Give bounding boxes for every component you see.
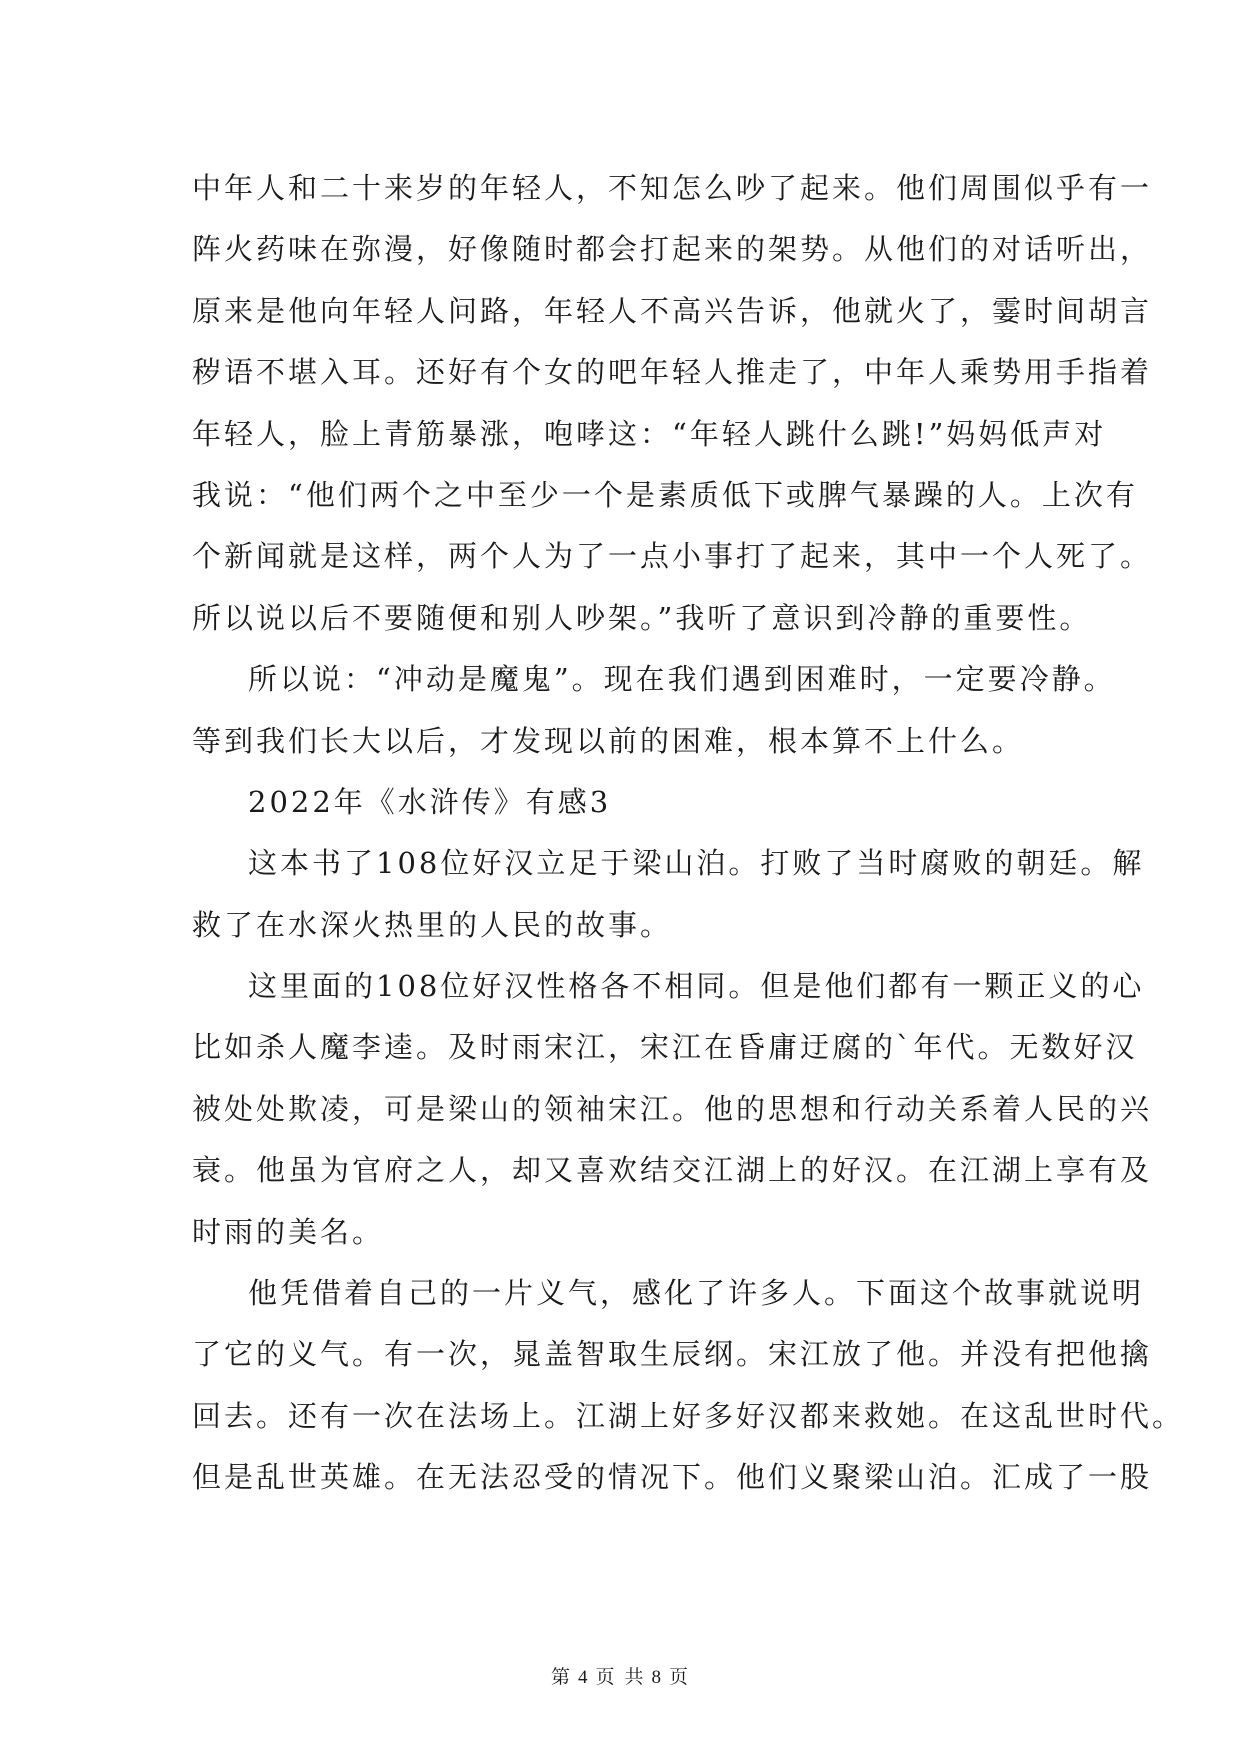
text-line: 我说：“他们两个之中至少一个是素质低下或脾气暴躁的人。上次有 [192,477,1138,512]
section-heading: 2022年《水浒传》有感3 [248,784,612,819]
paragraph-start-line: 他凭借着自己的一片义气，感化了许多人。下面这个故事就说明 [248,1276,1145,1311]
text-line: 原来是他向年轻人问路，年轻人不高兴告诉，他就火了，霎时间胡言 [192,293,1153,328]
text-line: 阵火药味在弥漫，好像随时都会打起来的架势。从他们的对话听出， [192,232,1153,267]
footer-suffix: 页 [669,1666,691,1688]
paragraph-start-line: 这本书了108位好汉立足于梁山泊。打败了当时腐败的朝廷。解 [248,846,1145,881]
text-line: 年轻人，脸上青筋暴涨，咆哮这：“年轻人跳什么跳!”妈妈低声对 [192,416,1107,451]
text-line: 但是乱世英雄。在无法忍受的情况下。他们义聚梁山泊。汇成了一股 [192,1460,1153,1495]
text-line: 了它的义气。有一次，晁盖智取生辰纲。宋江放了他。并没有把他擒 [192,1337,1153,1372]
text-line: 中年人和二十来岁的年轻人，不知怎么吵了起来。他们周围似乎有一 [192,171,1153,205]
body-text [192,158,1185,1509]
text-line: 被处处欺凌，可是梁山的领袖宋江。他的思想和行动关系着人民的兴 [192,1091,1153,1126]
text-line: 时雨的美名。 [192,1214,385,1249]
text-line: 比如杀人魔李逵。及时雨宋江，宋江在昏庸迂腐的`年代。无数好汉 [192,1030,1138,1065]
current-page-number: 4 [577,1667,590,1688]
text-line: 等到我们长大以后，才发现以前的困难，根本算不上什么。 [192,723,1025,758]
text-line: 衰。他虽为官府之人，却又喜欢结交江湖上的好汉。在江湖上享有及 [192,1153,1153,1188]
text-line: 个新闻就是这样，两个人为了一点小事打了起来，其中一个人死了。 [192,539,1153,574]
text-line: 回去。还有一次在法场上。江湖上好多好汉都来救她。在这乱世时代。 [192,1398,1185,1433]
footer-middle: 页 共 [595,1666,646,1688]
total-pages-number: 8 [651,1667,664,1688]
footer-prefix: 第 [550,1666,572,1688]
paragraph-start-line: 所以说：“冲动是魔鬼”。现在我们遇到困难时，一定要冷静。 [248,662,1116,697]
page-footer [0,1662,1241,1689]
paragraph-start-line: 这里面的108位好汉性格各不相同。但是他们都有一颗正义的心 [248,969,1145,1004]
text-line: 秽语不堪入耳。还好有个女的吧年轻人推走了，中年人乘势用手指着 [192,355,1153,390]
text-line: 所以说以后不要随便和别人吵架。”我听了意识到冷静的重要性。 [192,600,1092,635]
text-line: 救了在水深火热里的人民的故事。 [192,907,673,942]
